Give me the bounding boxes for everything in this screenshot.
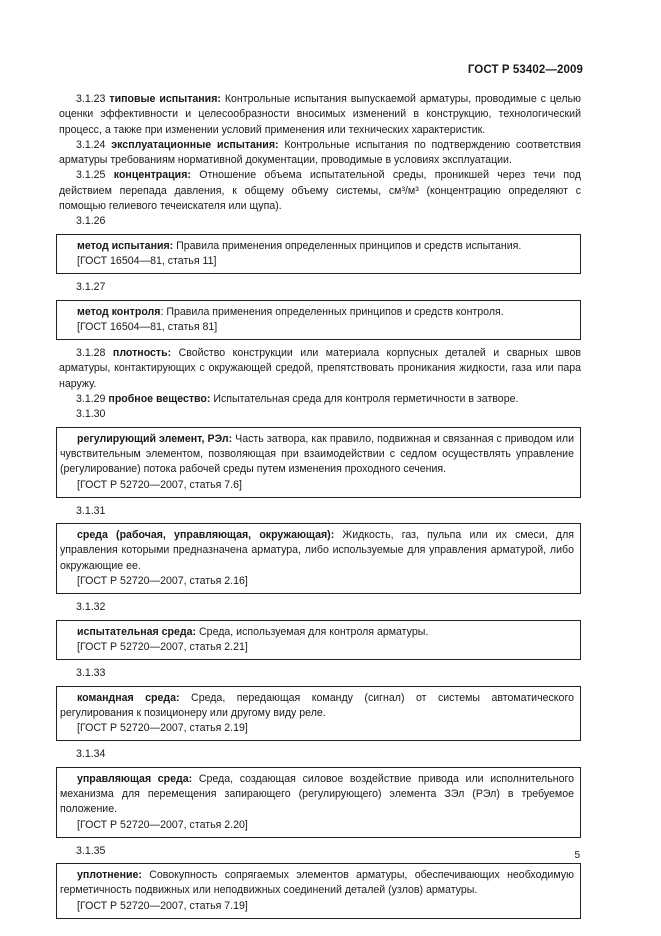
- term-paragraph: [59, 168, 581, 214]
- term-definition: Жидкость, газ, пульпа или их смеси, для управления которыми предназначена арматура, либо используемые для управления арматурой, либо окружающие ее.: [60, 529, 574, 572]
- term-title: среда (рабочая, управляющая, окружающая):: [77, 529, 335, 542]
- document-id-header: ГОСТ Р 53402—2009: [467, 64, 583, 76]
- term-paragraph: [59, 138, 581, 169]
- term-title: испытательная среда:: [77, 625, 197, 638]
- clause-number: 3.1.25: [76, 169, 106, 182]
- term-paragraph: [60, 432, 574, 478]
- cited-definition-box: [56, 767, 581, 838]
- clause-number: 3.1.30: [76, 408, 106, 421]
- clause-number: 3.1.35: [76, 844, 106, 857]
- term-title: плотность:: [112, 347, 172, 360]
- term-definition: Среда, используемая для контроля арматуры.: [196, 625, 429, 638]
- cited-definition-box: [56, 300, 581, 341]
- term-definition: Часть затвора, как правило, подвижная и связанная с приводом или чувствительным элементом, позволяющая при взаимодействии с седлом осуществлять управление (регулирование) потока рабочей среды путем изменения проходного сечения.: [60, 432, 574, 476]
- clause-number: 3.1.33: [76, 667, 106, 680]
- term-title: уплотнение:: [77, 869, 142, 882]
- term-definition: Свойство конструкции или материала корпусных деталей и сварных швов арматуры, контактирующих с окружающей средой, препятствовать проникания жидкости, газа или пара наружу.: [59, 347, 581, 390]
- clause-number: 3.1.32: [76, 601, 106, 614]
- term-paragraph: [60, 305, 574, 320]
- clause-number: 3.1.34: [76, 748, 106, 761]
- source-reference: [ГОСТ Р 52720—2007, статья 2.19]: [77, 722, 248, 735]
- term-title: метод контроля: [77, 305, 161, 318]
- clause-number: 3.1.28: [76, 347, 106, 360]
- clause-number: 3.1.27: [76, 281, 106, 294]
- term-title: концентрация:: [113, 169, 191, 182]
- term-definition: Совокупность сопрягаемых элементов арматуры, обеспечивающих необходимую герметичность подвижных или неподвижных соединений деталей (узлов) арматуры.: [60, 869, 574, 897]
- term-definition: Среда, передающая команду (сигнал) от системы автоматического регулирования к позиционеру или другому виду реле.: [60, 691, 574, 719]
- clause-number: 3.1.31: [76, 504, 106, 517]
- source-reference: [ГОСТ Р 52720—2007, статья 7.19]: [77, 899, 248, 912]
- source-reference: [ГОСТ Р 52720—2007, статья 2.16]: [77, 575, 248, 588]
- cited-definition-box: [56, 523, 581, 594]
- term-paragraph: [60, 528, 574, 574]
- term-definition: Испытательная среда для контроля герметичности в затворе.: [210, 393, 519, 406]
- term-paragraph: [59, 346, 581, 392]
- cited-definition-box: [56, 686, 581, 742]
- term-paragraph: [60, 625, 574, 640]
- terms-list: [59, 92, 581, 925]
- cited-definition-box: [56, 427, 581, 498]
- clause-number: 3.1.29: [76, 393, 106, 406]
- source-reference: [ГОСТ Р 52720—2007, статья 2.20]: [77, 818, 248, 831]
- term-definition: Правила применения определенных принципов и средств испытания.: [173, 239, 522, 252]
- source-reference: [ГОСТ 16504—81, статья 11]: [77, 254, 217, 267]
- term-paragraph: [60, 691, 574, 722]
- clause-number: 3.1.23: [76, 93, 106, 105]
- term-definition: Контрольные испытания по подтверждению соответствия арматуры требованиям нормативной документации, проводимые в условиях эксплуатации.: [59, 138, 581, 167]
- term-title: метод испытания:: [77, 239, 174, 252]
- term-title: эксплуатационные испытания:: [111, 138, 279, 151]
- cited-definition-box: [56, 620, 581, 661]
- page-number: 5: [574, 850, 580, 861]
- source-reference: [ГОСТ 16504—81, статья 81]: [77, 320, 218, 333]
- term-title: пробное вещество:: [108, 393, 211, 406]
- cited-definition-box: [56, 863, 581, 919]
- term-paragraph: [60, 239, 574, 254]
- term-definition: : Правила применения определенных принципов и средств контроля.: [160, 305, 504, 318]
- term-title: типовые испытания:: [109, 93, 221, 105]
- term-title: управляющая среда:: [77, 772, 193, 785]
- term-paragraph: [59, 92, 581, 138]
- term-definition: Контрольные испытания выпускаемой арматуры, проводимые с целью оценки эффективности и целесообразности вносимых изменений в конструкцию, технологический процесс, а также при изменении условий применения или технических характеристик.: [59, 93, 581, 136]
- term-paragraph: [60, 868, 574, 899]
- clause-number: 3.1.24: [76, 138, 106, 151]
- term-definition: Отношение объема испытательной среды, проникшей через течи под действием перепада давления, к общему объему системы, см³/м³ (концентрацию определяют с помощью гелиевого течеискателя или щупа).: [59, 169, 581, 213]
- source-reference: [ГОСТ Р 52720—2007, статья 7.6]: [77, 478, 242, 491]
- term-title: командная среда:: [77, 691, 180, 704]
- clause-number: 3.1.26: [76, 215, 106, 228]
- cited-definition-box: [56, 234, 581, 275]
- term-definition: Среда, создающая силовое воздействие привода или исполнительного механизма для перемещения запирающего (регулирующего) элемента ЗЭл (РЭл) в требуемое положение.: [60, 772, 574, 816]
- source-reference: [ГОСТ Р 52720—2007, статья 2.21]: [77, 640, 248, 653]
- term-paragraph: [60, 772, 574, 818]
- term-title: регулирующий элемент, РЭл:: [77, 432, 233, 445]
- term-paragraph: [59, 392, 581, 407]
